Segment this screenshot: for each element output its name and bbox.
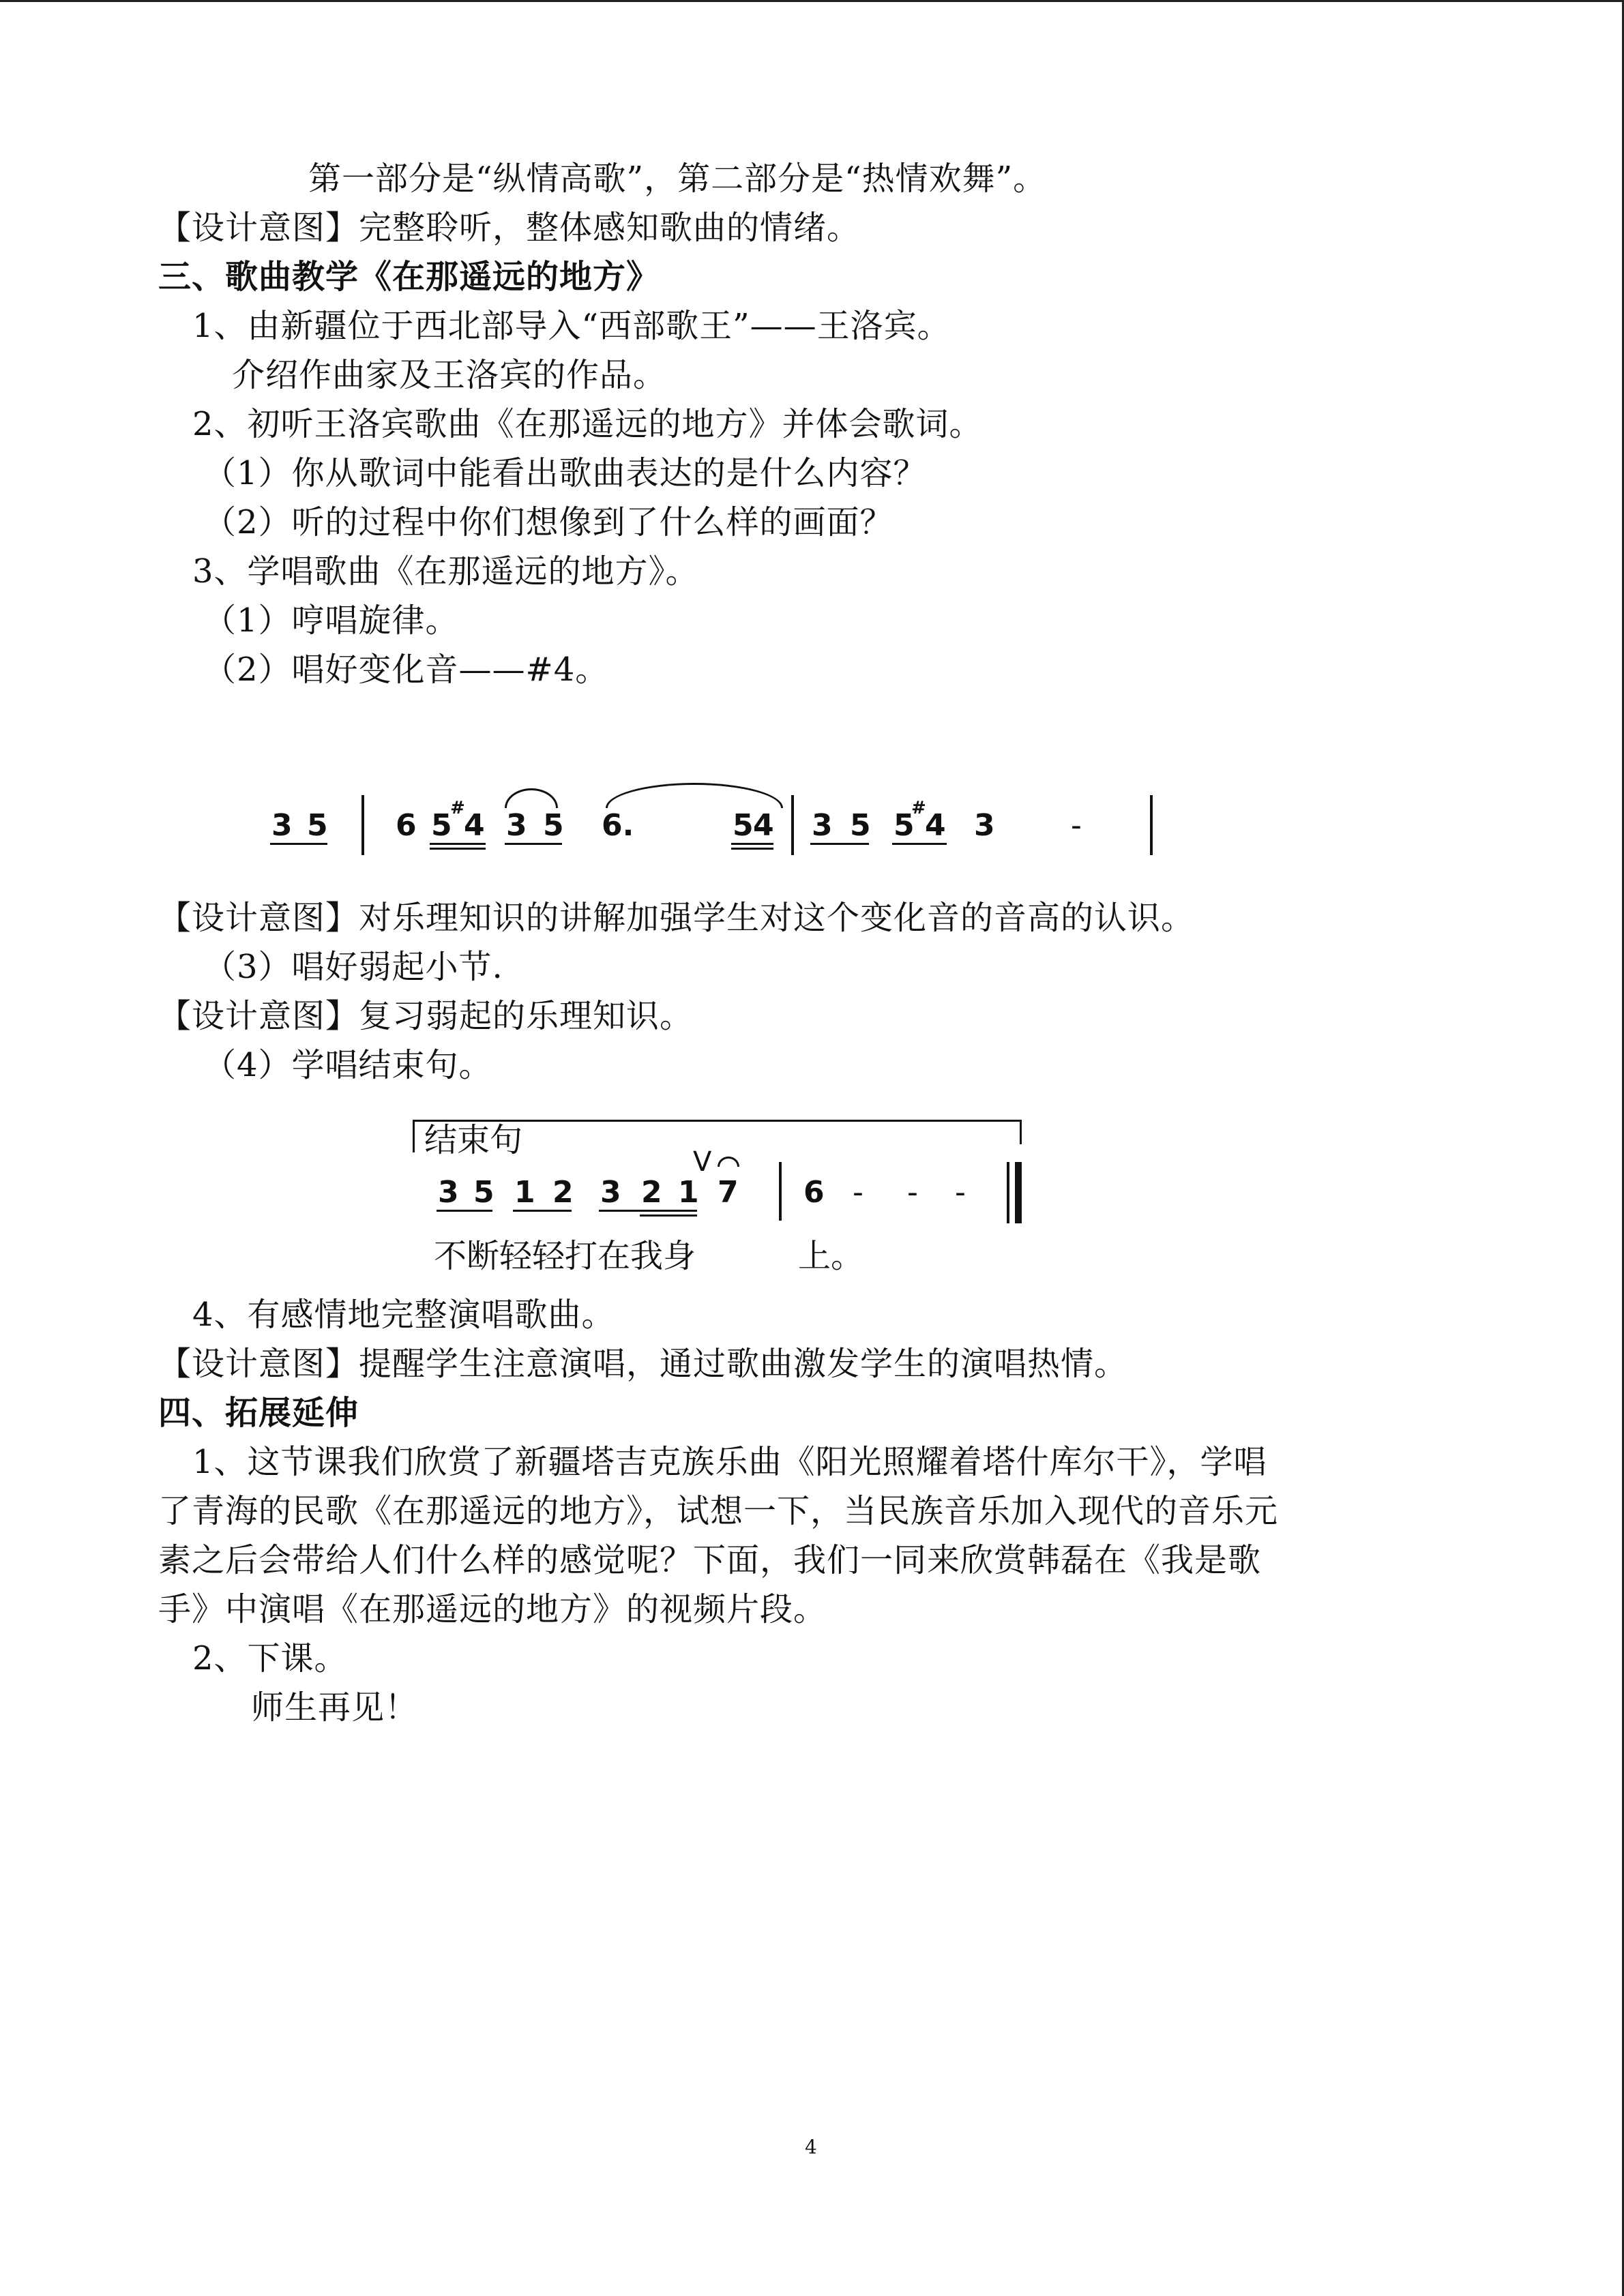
paragraph-extension-3: 素之后会带给人们什么样的感觉呢？下面，我们一同来欣赏韩磊在《我是歌 — [158, 1541, 1262, 1579]
question-1: （1）你从歌词中能看出歌曲表达的是什么内容？ — [203, 454, 927, 492]
text-line-parts: 第一部分是“纵情高歌”，第二部分是“热情欢舞”。 — [308, 160, 1047, 198]
paragraph-extension-1: 1、这节课我们欣赏了新疆塔吉克族乐曲《阳光照耀着塔什库尔干》，学唱 — [192, 1443, 1267, 1481]
text-line-class-over: 2、下课。 — [192, 1639, 348, 1678]
design-intent-1: 【设计意图】完整聆听，整体感知歌曲的情绪。 — [158, 209, 861, 247]
text-line-learn-song: 3、学唱歌曲《在那遥远的地方》。 — [192, 552, 699, 591]
text-line-intro-singer: 1、由新疆位于西北部导入“西部歌王”——王洛宾。 — [192, 307, 951, 345]
paragraph-extension-2: 了青海的民歌《在那遥远的地方》，试想一下，当民族音乐加入现代的音乐元 — [158, 1492, 1279, 1530]
final-barline-thin — [1007, 1162, 1009, 1223]
barline — [791, 795, 794, 855]
step-pickup-measure: （3）唱好弱起小节. — [203, 948, 503, 986]
text-line-first-listen: 2、初听王洛宾歌曲《在那遥远的地方》并体会歌词。 — [192, 405, 983, 443]
text-line-intro-works: 介绍作曲家及王洛宾的作品。 — [232, 356, 667, 394]
score-lyric: 不断轻轻打在我身 — [434, 1237, 696, 1275]
barline — [1150, 795, 1153, 855]
sharp-sign: # — [450, 798, 465, 818]
question-2: （2）听的过程中你们想像到了什么样的画面？ — [203, 503, 894, 541]
page-number: 4 — [805, 2136, 817, 2158]
text-line-goodbye: 师生再见！ — [251, 1688, 419, 1727]
design-intent-3: 【设计意图】复习弱起的乐理知识。 — [158, 997, 694, 1035]
fermata — [718, 1157, 739, 1167]
design-intent-2: 【设计意图】对乐理知识的讲解加强学生对这个变化音的音高的认识。 — [158, 899, 1195, 937]
step-hum-melody: （1）哼唱旋律。 — [203, 601, 459, 640]
step-ending-phrase: （4）学唱结束句。 — [203, 1046, 492, 1084]
section-heading-4: 四、拓展延伸 — [158, 1394, 359, 1432]
design-intent-4: 【设计意图】提醒学生注意演唱，通过歌曲激发学生的演唱热情。 — [158, 1345, 1128, 1383]
page-top-border — [0, 0, 1624, 2]
score-lyric-end: 上。 — [798, 1237, 864, 1275]
sharp-sign: # — [911, 798, 926, 818]
breath-mark: V — [693, 1146, 712, 1178]
barline — [779, 1162, 782, 1221]
score-label: 结束句 — [424, 1121, 523, 1159]
step-accidental: （2）唱好变化音——#4。 — [203, 651, 609, 689]
final-barline-thick — [1015, 1162, 1022, 1223]
slur-arc — [606, 783, 783, 808]
text-line-perform: 4、有感情地完整演唱歌曲。 — [192, 1296, 615, 1334]
barline — [361, 795, 364, 855]
section-heading-3: 三、歌曲教学《在那遥远的地方》 — [158, 258, 660, 296]
tie-arc — [505, 788, 558, 808]
paragraph-extension-4: 手》中演唱《在那遥远的地方》的视频片段。 — [158, 1590, 827, 1628]
